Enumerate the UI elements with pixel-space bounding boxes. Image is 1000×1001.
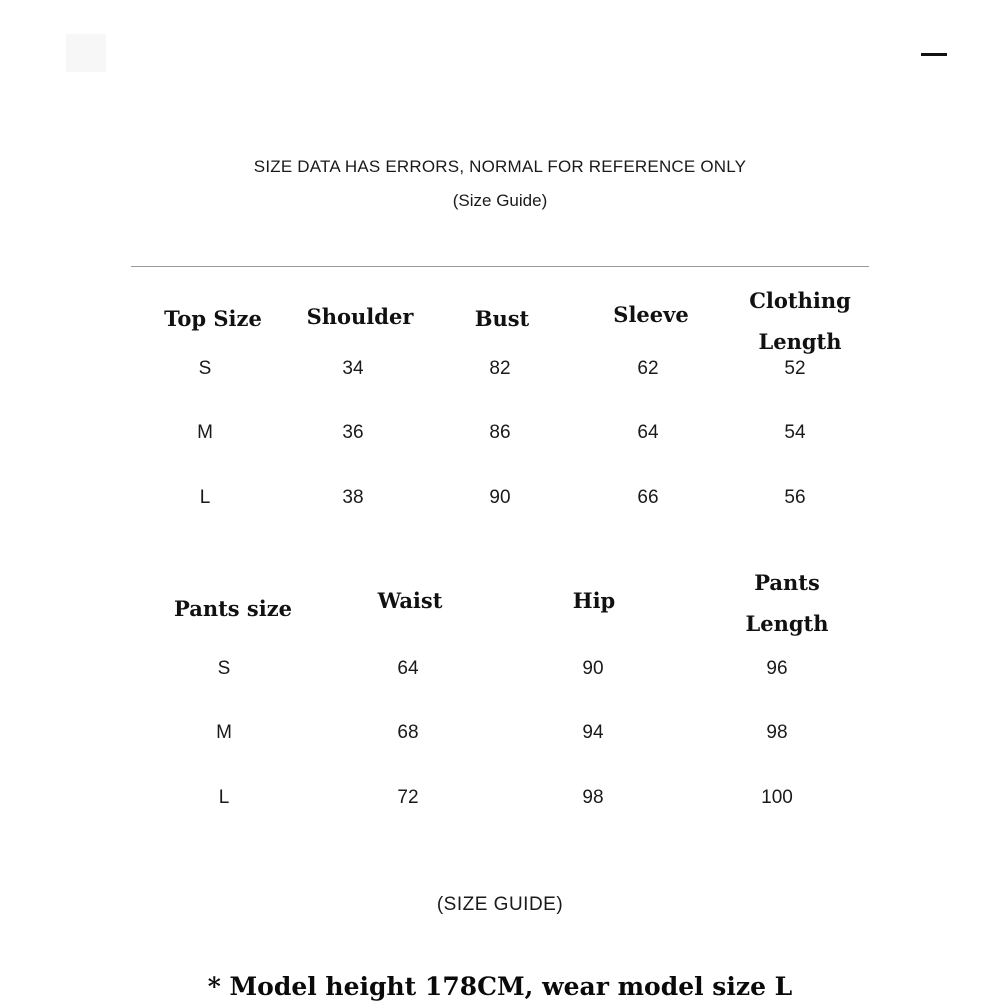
- top-row-l-sleeve: 66: [637, 487, 659, 508]
- top-row-s-size: S: [198, 358, 212, 379]
- clothing-length-line2: Length: [758, 329, 842, 354]
- top-row-l-length: 56: [784, 487, 806, 508]
- pants-row-m-waist: 68: [397, 722, 419, 743]
- top-size-header: Top Size: [164, 306, 262, 331]
- pants-row-m-length: 98: [766, 722, 788, 743]
- model-height-note: * Model height 178CM, wear model size L: [207, 972, 793, 1001]
- pants-row-s-length: 96: [766, 658, 788, 679]
- waist-header: Waist: [377, 588, 443, 613]
- pants-row-m-size: M: [216, 722, 232, 743]
- top-row-s-length: 52: [784, 358, 806, 379]
- size-guide-subtitle: (Size Guide): [452, 191, 548, 210]
- top-row-m-length: 54: [784, 422, 806, 443]
- top-row-s-shoulder: 34: [342, 358, 364, 379]
- top-row-s-sleeve: 62: [637, 358, 659, 379]
- pants-row-l-size: L: [218, 787, 230, 808]
- clothing-length-line1: Clothing: [749, 288, 851, 313]
- pants-row-l-waist: 72: [397, 787, 419, 808]
- pants-size-header: Pants size: [173, 596, 293, 621]
- pants-row-s-waist: 64: [397, 658, 419, 679]
- top-row-m-sleeve: 64: [637, 422, 659, 443]
- top-row-s-bust: 82: [489, 358, 511, 379]
- top-row-l-shoulder: 38: [342, 487, 364, 508]
- minus-icon[interactable]: [921, 53, 947, 56]
- sleeve-header: Sleeve: [613, 302, 689, 327]
- pants-row-l-hip: 98: [582, 787, 604, 808]
- size-guide-label: (SIZE GUIDE): [436, 894, 564, 915]
- faint-logo-icon: [66, 34, 106, 72]
- top-row-l-size: L: [199, 487, 211, 508]
- pants-length-header: [733, 562, 841, 644]
- pants-row-l-length: 100: [761, 787, 793, 808]
- shoulder-header: Shoulder: [306, 304, 414, 329]
- pants-row-s-size: S: [217, 658, 231, 679]
- top-row-l-bust: 90: [489, 487, 511, 508]
- top-row-m-bust: 86: [489, 422, 511, 443]
- top-row-m-shoulder: 36: [342, 422, 364, 443]
- pants-row-m-hip: 94: [582, 722, 604, 743]
- pants-row-s-hip: 90: [582, 658, 604, 679]
- top-row-m-size: M: [197, 422, 213, 443]
- divider: [131, 266, 869, 267]
- hip-header: Hip: [572, 588, 616, 613]
- pants-length-line1: Pants: [754, 570, 820, 595]
- pants-length-line2: Length: [745, 611, 829, 636]
- size-disclaimer: SIZE DATA HAS ERRORS, NORMAL FOR REFERENCE ONLY: [253, 157, 747, 176]
- bust-header: Bust: [474, 306, 530, 331]
- clothing-length-header: [740, 280, 860, 362]
